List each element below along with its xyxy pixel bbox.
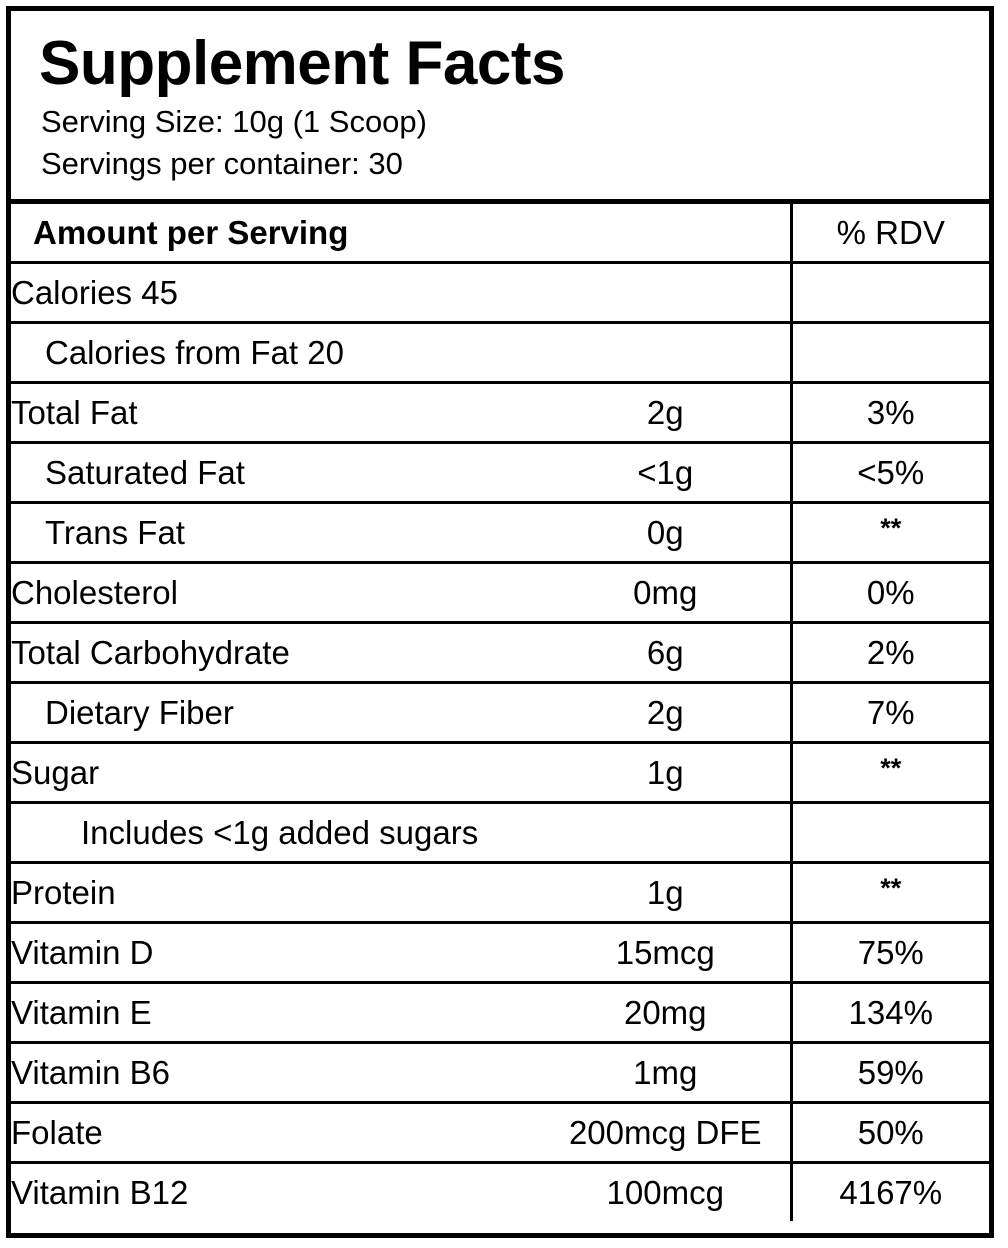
nutrient-amount: 100mcg	[541, 1163, 791, 1222]
rdv-header: % RDV	[791, 204, 989, 263]
table-row	[11, 923, 989, 983]
nutrient-rdv	[791, 743, 989, 803]
label-header	[11, 11, 989, 204]
nutrient-amount: 0g	[541, 503, 791, 563]
nutrient-rdv: 134%	[791, 983, 989, 1043]
table-row	[11, 563, 989, 623]
nutrient-rdv: <5%	[791, 443, 989, 503]
nutrient-amount: 15mcg	[541, 923, 791, 983]
nutrient-amount: 6g	[541, 623, 791, 683]
amount-per-serving-header: Amount per Serving	[33, 213, 349, 251]
nutrient-name: Trans Fat	[11, 503, 541, 563]
nutrient-name: Vitamin B6	[11, 1043, 541, 1103]
nutrient-amount: <1g	[541, 443, 791, 503]
footnote-asterisks: **	[880, 512, 902, 543]
table-row	[11, 503, 989, 563]
nutrient-name: Total Carbohydrate	[11, 623, 541, 683]
nutrient-amount: 200mcg DFE	[541, 1103, 791, 1163]
nutrient-rdv	[791, 863, 989, 923]
nutrient-amount: 1mg	[541, 1043, 791, 1103]
nutrient-name: Vitamin D	[11, 923, 541, 983]
nutrient-name: Calories from Fat 20	[11, 323, 791, 383]
nutrient-name: Vitamin E	[11, 983, 541, 1043]
nutrient-rdv	[791, 263, 989, 323]
footnote-asterisks: **	[880, 872, 902, 903]
nutrient-amount: 0mg	[541, 563, 791, 623]
nutrient-rdv: 4167%	[791, 1163, 989, 1222]
table-row	[11, 443, 989, 503]
nutrient-name: Dietary Fiber	[11, 683, 541, 743]
nutrient-rdv	[791, 323, 989, 383]
table-row	[11, 743, 989, 803]
nutrient-name: Protein	[11, 863, 541, 923]
table-row	[11, 803, 989, 863]
nutrient-name: Vitamin B12	[11, 1163, 541, 1222]
supplement-facts-panel	[6, 6, 994, 1238]
nutrient-amount: 20mg	[541, 983, 791, 1043]
table-row	[11, 863, 989, 923]
nutrient-rdv: 3%	[791, 383, 989, 443]
table-row	[11, 1163, 989, 1222]
nutrient-rdv: 7%	[791, 683, 989, 743]
nutrient-amount: 2g	[541, 383, 791, 443]
nutrient-amount: 1g	[541, 743, 791, 803]
footnote-asterisks: **	[880, 752, 902, 783]
nutrient-rdv: 59%	[791, 1043, 989, 1103]
table-row	[11, 383, 989, 443]
nutrient-rdv	[791, 503, 989, 563]
nutrient-name: Saturated Fat	[11, 443, 541, 503]
nutrient-name: Folate	[11, 1103, 541, 1163]
nutrient-rdv	[791, 803, 989, 863]
nutrient-rdv: 75%	[791, 923, 989, 983]
table-row	[11, 323, 989, 383]
nutrient-name: Calories 45	[11, 263, 791, 323]
nutrient-name: Cholesterol	[11, 563, 541, 623]
serving-size-text: Serving Size: 10g (1 Scoop)	[41, 104, 427, 139]
page-title: Supplement Facts	[39, 29, 565, 98]
table-header-row	[11, 204, 989, 263]
nutrient-rdv: 50%	[791, 1103, 989, 1163]
table-row	[11, 263, 989, 323]
nutrient-amount: 1g	[541, 863, 791, 923]
table-row	[11, 983, 989, 1043]
table-row	[11, 623, 989, 683]
nutrient-name: Total Fat	[11, 383, 541, 443]
nutrition-table	[11, 204, 989, 1221]
nutrient-name: Sugar	[11, 743, 541, 803]
servings-per-container-text: Servings per container: 30	[41, 146, 403, 182]
nutrient-name: Includes <1g added sugars	[11, 803, 791, 863]
nutrient-rdv: 2%	[791, 623, 989, 683]
nutrient-amount: 2g	[541, 683, 791, 743]
table-row	[11, 1103, 989, 1163]
nutrient-rdv: 0%	[791, 563, 989, 623]
table-row	[11, 683, 989, 743]
table-row	[11, 1043, 989, 1103]
